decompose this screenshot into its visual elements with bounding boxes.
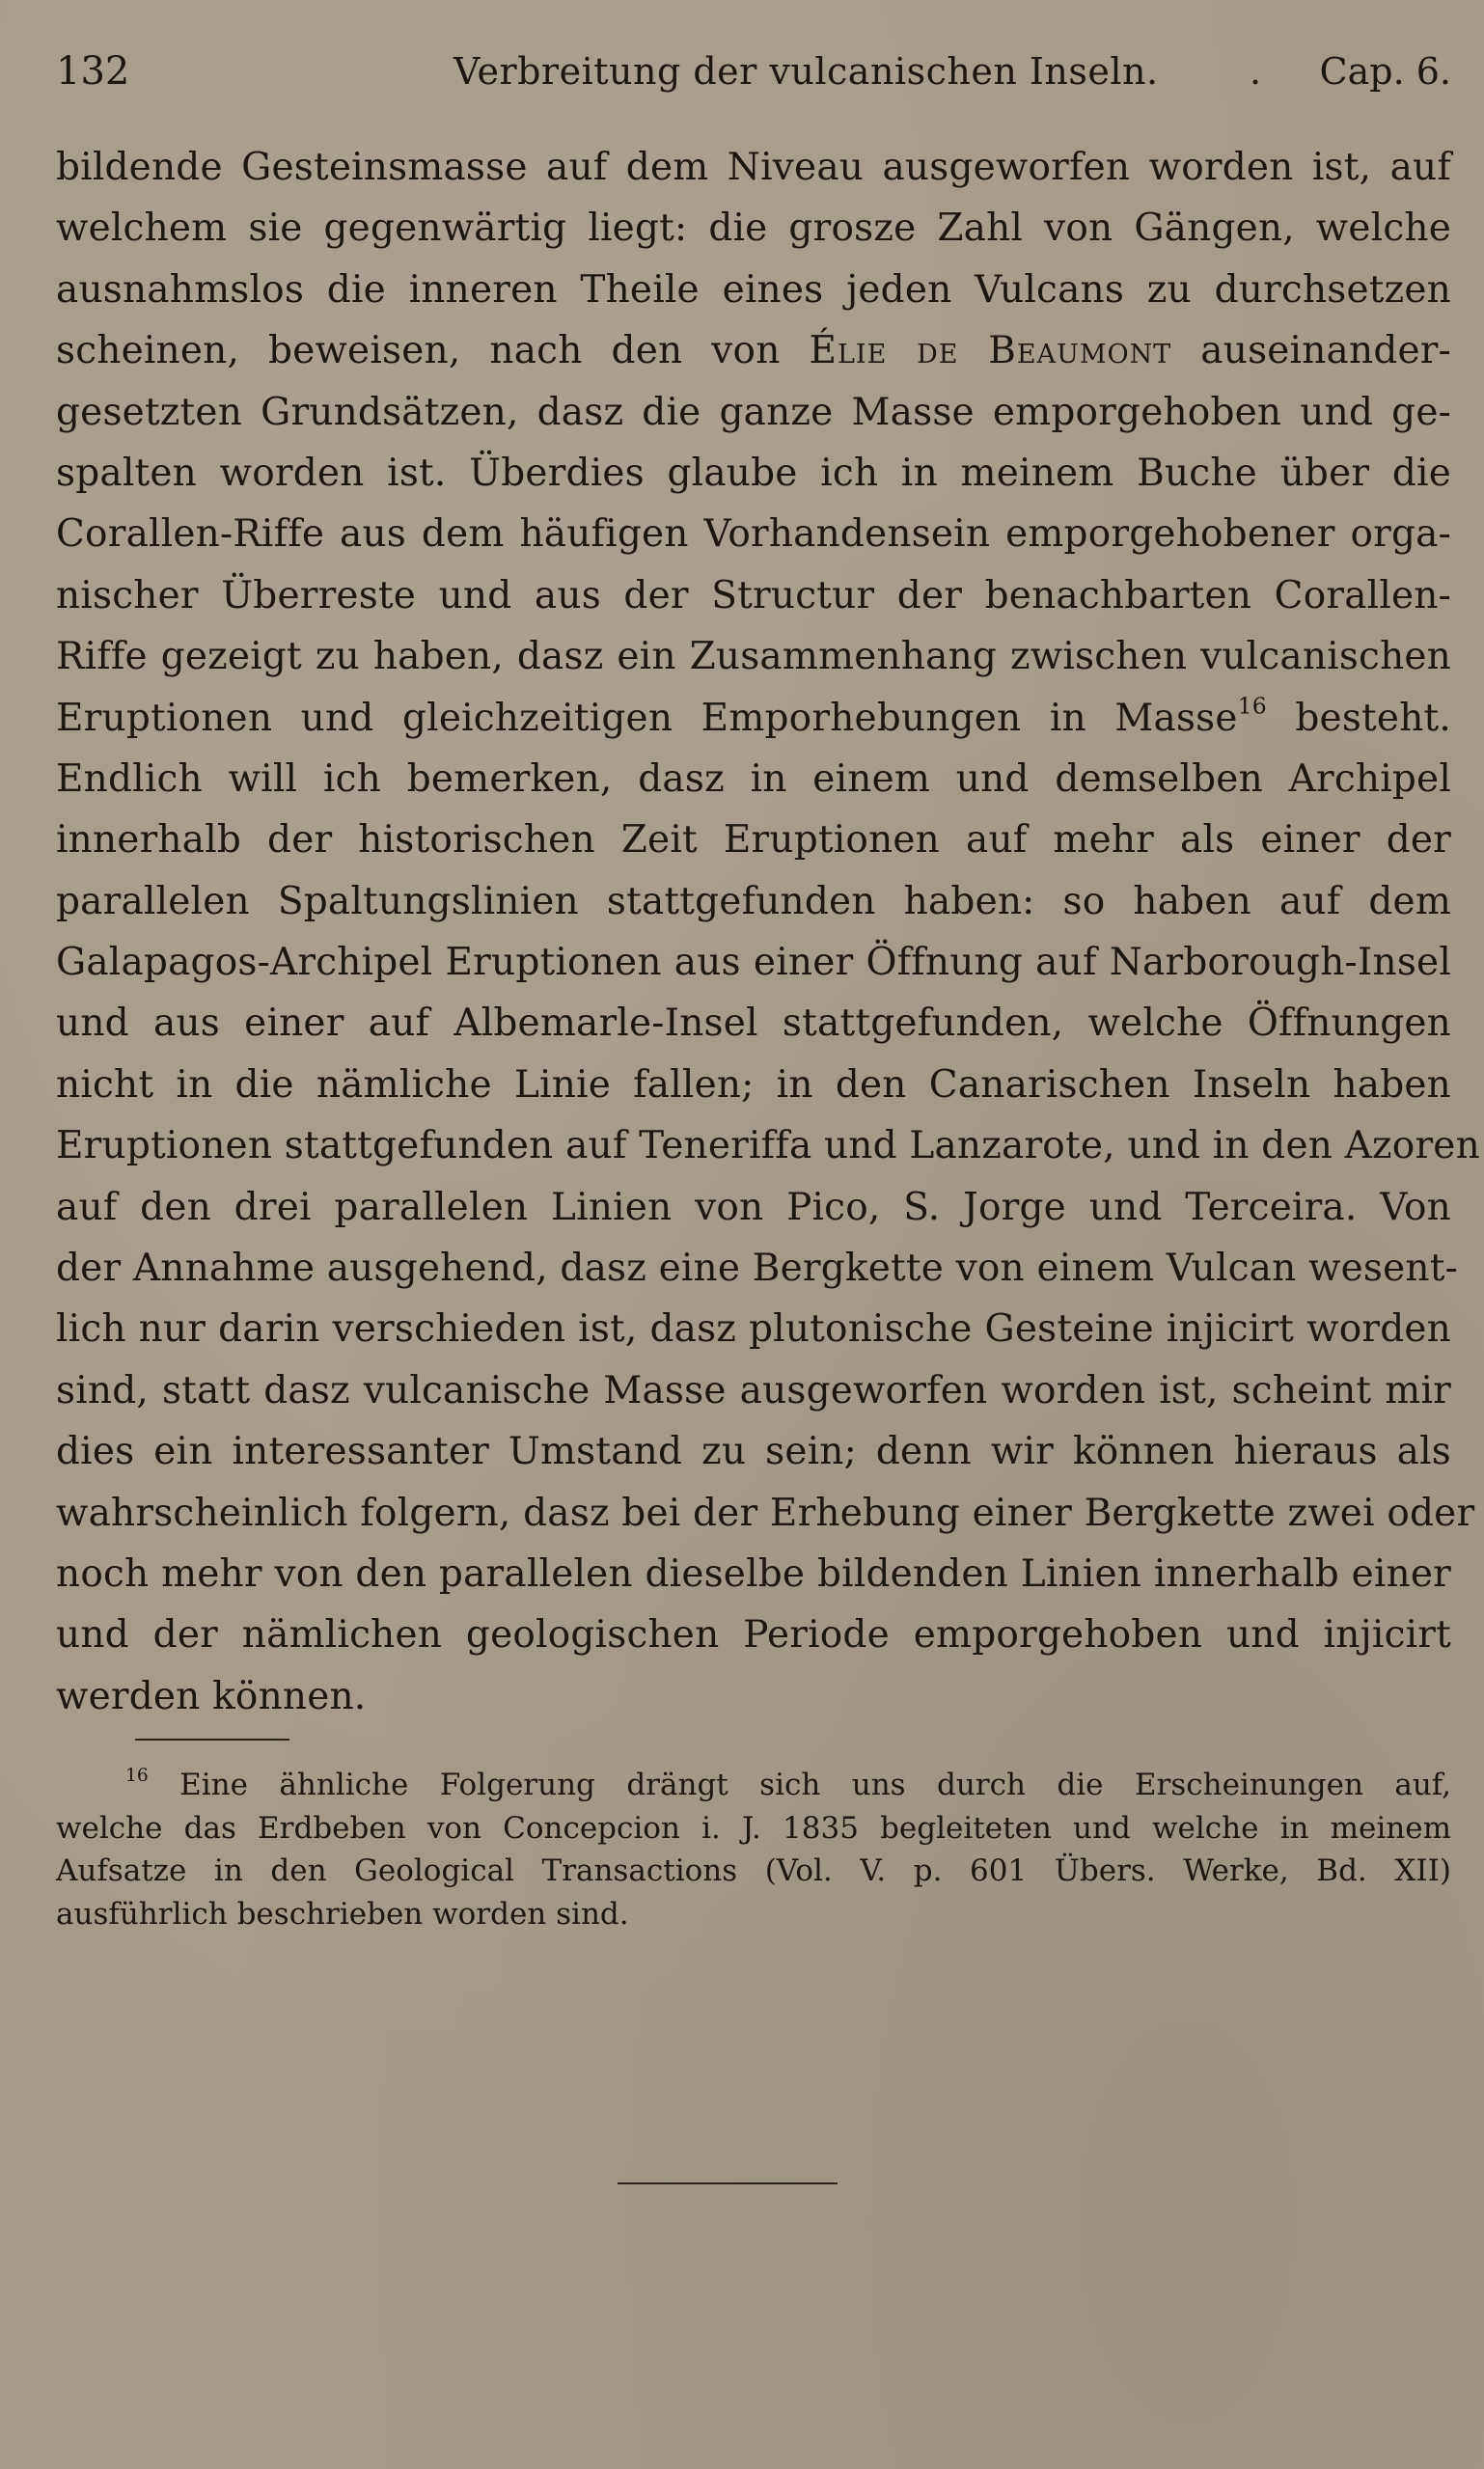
- footnote-number: 16: [125, 1766, 149, 1787]
- body-line: Riffe gezeigt zu haben, dasz ein Zusammenhang zwischen vulcanischen: [56, 635, 1451, 679]
- body-line-segment: auseinander-: [1200, 329, 1451, 373]
- body-line: nischer Überreste und aus der Structur der benachbarten Corallen-: [56, 573, 1451, 617]
- body-line: ausnahmslos die inneren Theile eines jeden Vulcans zu durchsetzen: [56, 267, 1451, 312]
- footnote-line: [56, 1764, 1451, 1807]
- body-line-segment: Eruptionen und gleichzeitigen Emporhebungen in Masse: [56, 696, 1238, 740]
- body-line: spalten worden ist. Überdies glaube ich in meinem Buche über die: [56, 451, 1451, 495]
- body-line: sind, statt dasz vulcanische Masse ausgeworfen worden ist, scheint mir: [56, 1368, 1451, 1413]
- body-line: parallelen Spaltungslinien stattgefunden haben: so haben auf dem: [56, 879, 1451, 923]
- footnote: [56, 1764, 1451, 1935]
- body-line: welchem sie gegenwärtig liegt: die grosze Zahl von Gängen, welche: [56, 206, 1451, 251]
- body-line: lich nur darin verschieden ist, dasz plutonische Gesteine injicirt worden: [56, 1307, 1451, 1352]
- body-line-segment: besteht.: [1295, 696, 1451, 740]
- chapter-label: Cap. 6.: [1319, 50, 1451, 93]
- body-line: auf den drei parallelen Linien von Pico, S. Jorge und Terceira. Von: [56, 1185, 1451, 1229]
- running-header: [56, 42, 1451, 100]
- body-line: Eruptionen stattgefunden auf Teneriffa und Lanzarote, und in den Azoren: [56, 1124, 1480, 1168]
- body-line: der Annahme ausgehend, dasz eine Bergkette von einem Vulcan wesent-: [56, 1247, 1458, 1291]
- body-line: Endlich will ich bemerken, dasz in einem und demselben Archipel: [56, 756, 1451, 801]
- body-line: nicht in die nämliche Linie fallen; in den Canarischen Inseln haben: [56, 1062, 1451, 1107]
- author-name: Élie de Beaumont: [809, 329, 1172, 373]
- footnote-reference[interactable]: 16: [1237, 691, 1267, 719]
- body-line: und der nämlichen geologischen Periode emporgehoben und injicirt: [56, 1613, 1451, 1658]
- body-line-segment: scheinen, beweisen, nach den von: [56, 329, 781, 373]
- body-line: werden können.: [56, 1674, 367, 1718]
- body-line-with-name: [56, 320, 1451, 381]
- footnote-line-text: Eine ähnliche Folgerung drängt sich uns durch die Erscheinungen auf,: [179, 1768, 1452, 1802]
- body-line: und aus einer auf Albemarle-Insel stattgefunden, welche Öffnungen: [56, 1001, 1451, 1046]
- header-separator: .: [1250, 50, 1262, 93]
- running-title: Verbreitung der vulcanischen Inseln.: [453, 50, 1159, 93]
- body-line: Galapagos-Archipel Eruptionen aus einer Öffnung auf Narborough-Insel: [56, 941, 1451, 985]
- body-line: noch mehr von den parallelen dieselbe bildenden Linien innerhalb einer: [56, 1551, 1451, 1596]
- body-line: wahrscheinlich folgern, dasz bei der Erhebung einer Bergkette zwei oder: [56, 1491, 1475, 1535]
- footnote-line: Aufsatze in den Geological Transactions (Vol. V. p. 601 Übers. Werke, Bd. XII): [56, 1853, 1451, 1888]
- body-line-with-footnote-ref: [56, 688, 1451, 749]
- body-text: [56, 137, 1480, 1727]
- body-line: gesetzten Grundsätzen, dasz die ganze Masse emporgehoben und ge-: [56, 390, 1451, 434]
- footnote-line: ausführlich beschrieben worden sind.: [56, 1896, 629, 1932]
- section-end-divider: [618, 2182, 838, 2184]
- body-line: dies ein interessanter Umstand zu sein; denn wir können hieraus als: [56, 1430, 1451, 1474]
- footnote-divider: [135, 1739, 289, 1741]
- footnote-line: welche das Erdbeben von Concepcion i. J. 1835 begleiteten und welche in meinem: [56, 1810, 1451, 1846]
- body-line: Corallen-Riffe aus dem häufigen Vorhandensein emporgehobener orga-: [56, 512, 1451, 557]
- body-line: innerhalb der historischen Zeit Eruptionen auf mehr als einer der: [56, 818, 1451, 863]
- page-number: 132: [56, 49, 130, 94]
- body-line: bildende Gesteinsmasse auf dem Niveau ausgeworfen worden ist, auf: [56, 146, 1451, 189]
